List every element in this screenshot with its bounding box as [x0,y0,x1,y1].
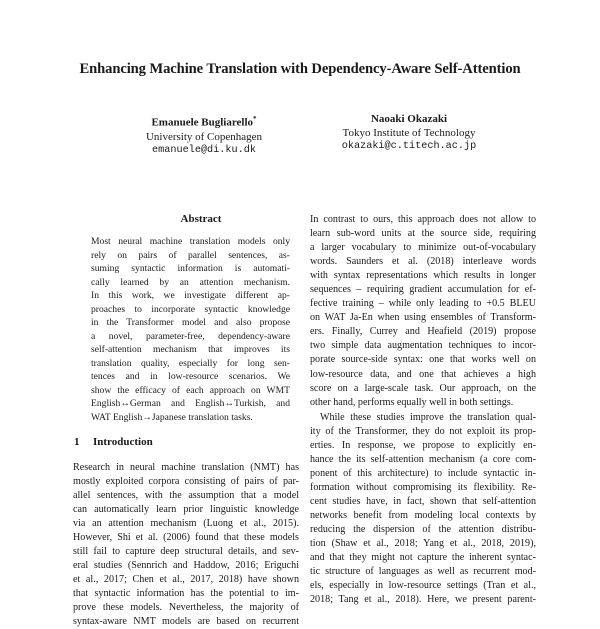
abstract-heading: Abstract [180,213,222,225]
text-line: suming syntactic information is automati- [91,263,290,274]
text-line: proaches to incorporate syntactic knowledge [91,303,290,315]
introduction-body [73,461,299,629]
text-line: ity of the Transformer, they do not exploit its prop- [310,425,536,437]
text-line: two simple data augmentation techniques to incor- [310,340,536,352]
text-line: score on a large-scale task. Our approach, on the [310,382,536,394]
text-line: can automatically learn prior linguistic knowledge [73,504,299,515]
text-line: rely on pairs of parallel sentences, as- [91,249,290,261]
text-line: tion (Shaw et al., 2018; Yang et al., 2018, 2019), [310,538,536,550]
text-line: tences and in low-resource scenarios. We [91,371,290,382]
text-line: 2018; Tang et al., 2018). Here, we present parent- [310,594,536,606]
text-line: In contrast to ours, this approach does not allow to [310,214,536,225]
text-line: translation quality, especially for long sen- [91,357,290,369]
author-block [299,112,519,154]
author-email: okazaki@c.titech.ac.jp [341,141,477,152]
abstract-body [91,235,290,424]
author-email: emanuele@di.ku.dk [152,144,256,156]
text-line: on WAT Ja-En when using ensembles of Transform- [310,312,536,324]
text-line: reducing the dispersion of the attention distribu- [310,524,536,536]
author-affiliation: Tokyo Institute of Technology [342,127,476,139]
paragraph [310,213,536,410]
text-line: that syntactic information has the potential to im- [73,588,299,599]
text-line: show the efficacy of each approach on WMT [91,384,290,396]
text-line: et al., 2017; Chen et al., 2017, 2018) have shown [73,574,299,585]
text-line: fective training – while only leading to +0.5 BLEU [310,298,536,310]
author-footnote-mark: * [253,115,257,123]
paper-title: Enhancing Machine Translation with Dependency-Aware Self-Attention [79,61,521,77]
section-heading [74,436,153,448]
section-title: Introduction [93,436,153,448]
author-block [94,112,314,158]
text-line: ers. Finally, Currey and Heafield (2019) propose [310,326,536,338]
text-line: tic structure of languages as well as recurrent mod- [310,566,536,578]
text-line: cent studies have, in fact, shown that self-attention [310,495,536,507]
text-line: els, especially in low-resource settings (Tran et al., [310,580,536,592]
section-number: 1 [74,436,80,448]
text-line: a novel, parameter-free, dependency-aware [91,330,290,342]
right-column-body [310,213,536,607]
text-line: still fail to capture deep structural details, and sev- [73,546,299,557]
text-line: Most neural machine translation models only [91,236,290,247]
text-line: and that they might not capture the inherent syntac- [310,552,536,564]
author-affiliation: University of Copenhagen [145,130,263,143]
text-line: networks benefit from modeling local contexts by [310,509,536,521]
text-line: with syntax representations which results in longer [310,270,536,282]
text-line: However, Shi et al. (2006) found that these models [73,532,299,543]
author-name: Naoaki Okazaki [370,113,448,125]
text-line: words. Saunders et al. (2018) interleave words [310,256,536,268]
text-line: sequences – requiring gradient accumulation for ef- [310,284,536,296]
text-line: hance the its self-attention mechanism (a core com- [310,453,536,465]
text-line: allel sentences, with the assumption that a model [73,490,299,501]
text-line: learn sub-word units at the source side, requiring [310,228,536,240]
text-line: Research in neural machine translation (NMT) has [73,462,299,473]
text-line: eral studies (Sennrich and Haddow, 2016; Eriguchi [73,560,299,571]
text-line: in the Transformer model and also propose [91,317,290,328]
author-name: Emanuele Bugliarello [151,116,254,129]
text-line: cally learned by an attention mechanism. [91,276,290,288]
text-line: formation without compromising its flexibility. Re- [310,481,536,493]
text-line: via an attention mechanism (Luong et al., 2015). [73,518,299,529]
text-line: porate source-side syntax: one that works well on [310,354,536,366]
text-line: low-resource data, and one that achieves a high [310,368,536,380]
text-line: WAT English→Japanese translation tasks. [91,411,253,423]
text-line: mostly exploited corpora consisting of pairs of par- [73,476,299,487]
text-line: While these studies improve the translation qual- [320,411,536,423]
text-line: English↔German and English↔Turkish, and [91,398,290,409]
text-line: self-attention mechanism that improves its [91,344,290,355]
text-line: erties. In response, we propose to explicitly en- [310,439,536,451]
text-line: ponent of this architecture) to include syntactic in- [310,467,536,479]
text-line: a larger vocabulary to minimize out-of-vocabulary [310,242,536,254]
paragraph [310,411,536,608]
text-line: other hand, performs equally well in both settings. [310,396,514,408]
text-line: prove these models. Nevertheless, the majority of [73,602,299,613]
text-line: syntax-aware NMT models are based on recurrent [73,616,299,627]
text-line: In this work, we investigate different ap- [91,290,290,301]
